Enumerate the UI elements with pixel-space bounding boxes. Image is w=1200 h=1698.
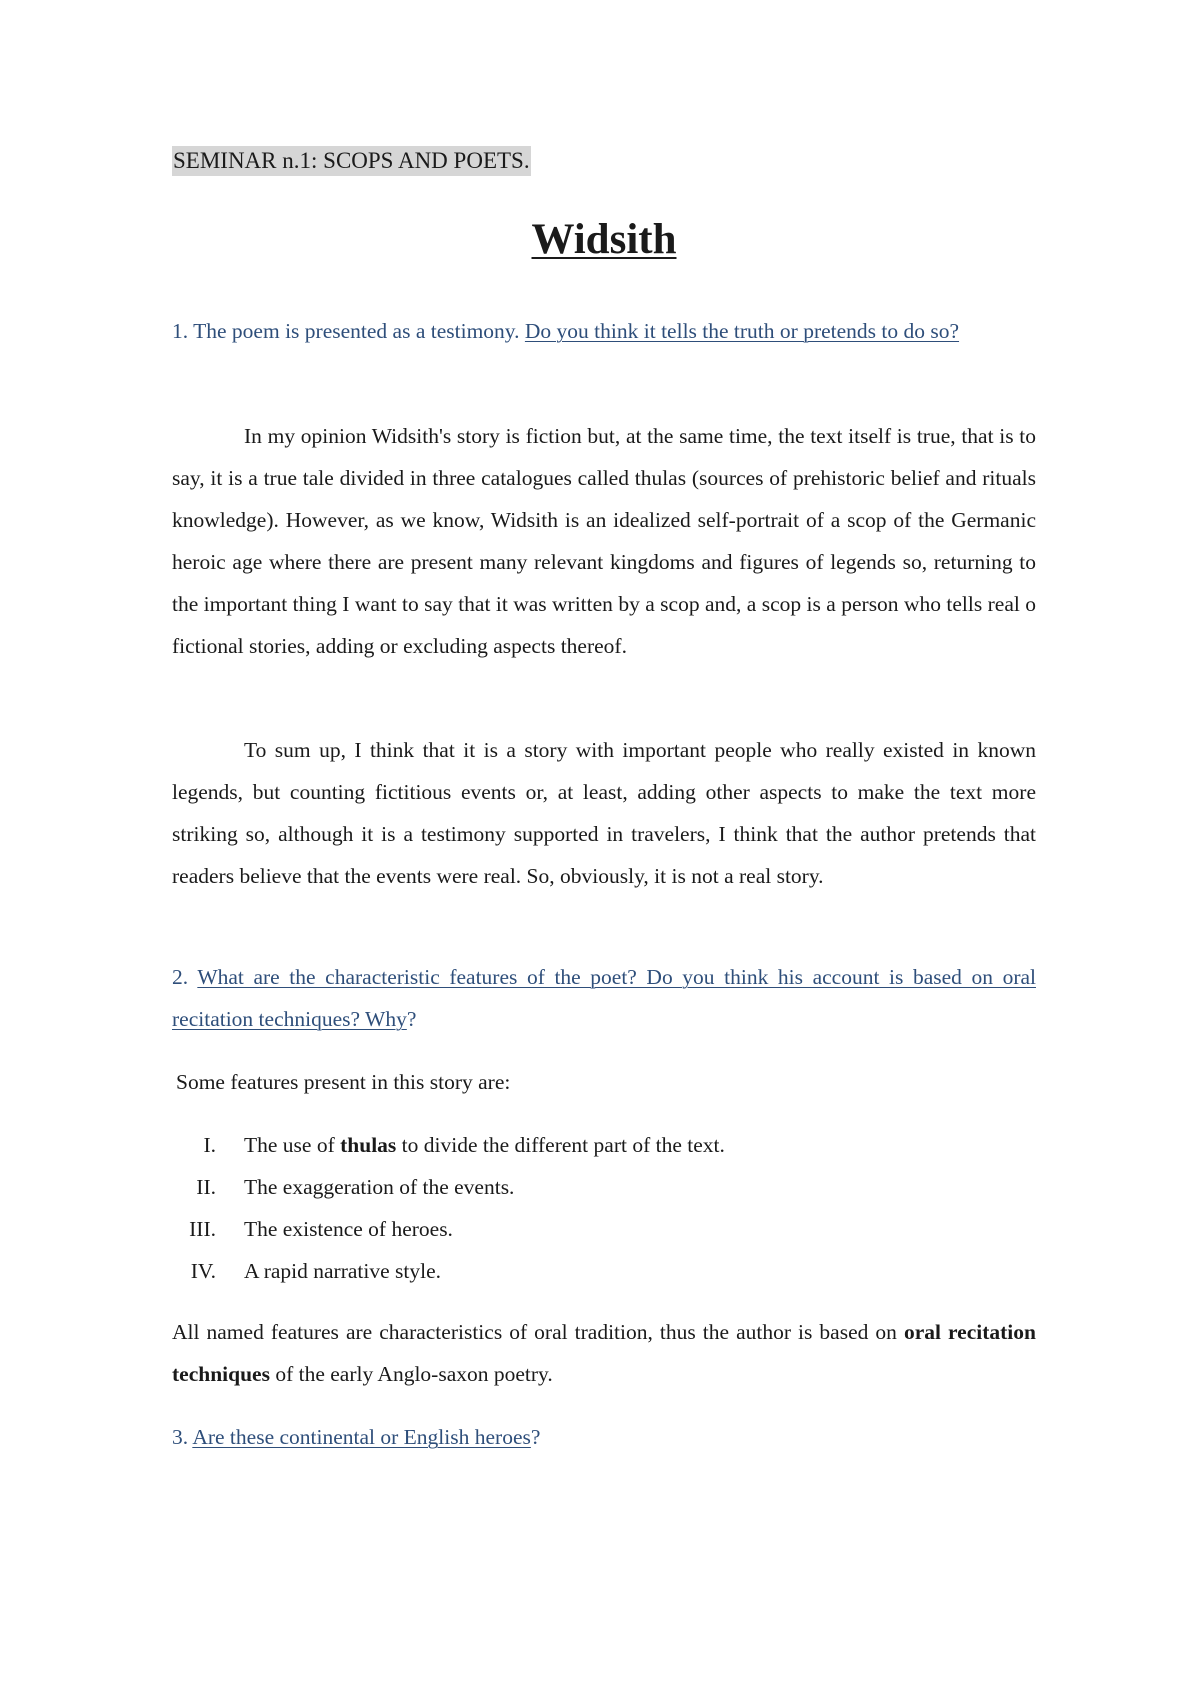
list-numeral: III.	[189, 1217, 216, 1241]
list-item	[172, 1250, 1036, 1292]
list-item	[172, 1166, 1036, 1208]
question-2-tail: ?	[406, 1007, 417, 1031]
list-numeral: II.	[196, 1175, 216, 1199]
question-1-underlined: Do you think it tells the truth or pretends to do so?	[524, 319, 960, 343]
list-numeral: IV.	[190, 1259, 216, 1283]
question-2-underlined: What are the characteristic features of the poet? Do you think his account is based on oral recitation techniques? Why	[172, 965, 1036, 1031]
question-2	[172, 956, 1036, 1040]
bold-term: thulas	[340, 1133, 397, 1157]
list-item-text: The existence of heroes.	[244, 1217, 453, 1241]
list-numeral: I.	[203, 1133, 216, 1157]
question-3	[172, 1416, 1036, 1458]
list-item	[172, 1208, 1036, 1250]
list-item-text: The exaggeration of the events.	[244, 1175, 515, 1199]
answer-1-paragraph-2: To sum up, I think that it is a story with important people who really existed in known legends, but counting fictitious events or, at least, adding other aspects to make the text more striking so, although it is a testimony supported in travelers, I think that the author pretends that readers believe that the events were real. So, obviously, it is not a real story.	[172, 738, 1036, 888]
list-item-text: The use of thulas to divide the different part of the text.	[244, 1133, 725, 1157]
question-1	[172, 310, 1036, 352]
question-1-number: 1.	[172, 319, 189, 343]
question-2-number: 2.	[172, 965, 189, 989]
main-title: Widsith	[531, 216, 677, 263]
features-intro: Some features present in this story are:	[176, 1070, 511, 1094]
features-list	[172, 1124, 1036, 1292]
question-3-underlined: Are these continental or English heroes	[192, 1425, 531, 1449]
question-3-tail: ?	[530, 1425, 541, 1449]
answer-1-paragraph-1: In my opinion Widsith's story is fiction but, at the same time, the text itself is true, that is to say, it is a true tale divided in three catalogues called thulas (sources of prehistoric belief and rituals knowledge). However, as we know, Widsith is an idealized self-portrait of a scop of the Germanic heroic age where there are present many relevant kingdoms and figures of legends so, returning to the important thing I want to say that it was written by a scop and, a scop is a person who tells real o fictional stories, adding or excluding aspects thereof.	[172, 424, 1036, 658]
question-1-intro: The poem is presented as a testimony.	[193, 319, 520, 343]
list-item	[172, 1124, 1036, 1166]
bold-term: oral recitation techniques	[172, 1320, 1036, 1386]
list-item-text: A rapid narrative style.	[244, 1259, 442, 1283]
question-3-number: 3.	[172, 1425, 189, 1449]
seminar-title: SEMINAR n.1: SCOPS AND POETS.	[172, 146, 531, 176]
conclusion-paragraph: All named features are characteristics of oral tradition, thus the author is based on oral recitation techniques of the early Anglo-saxon poetry.	[172, 1320, 1036, 1386]
